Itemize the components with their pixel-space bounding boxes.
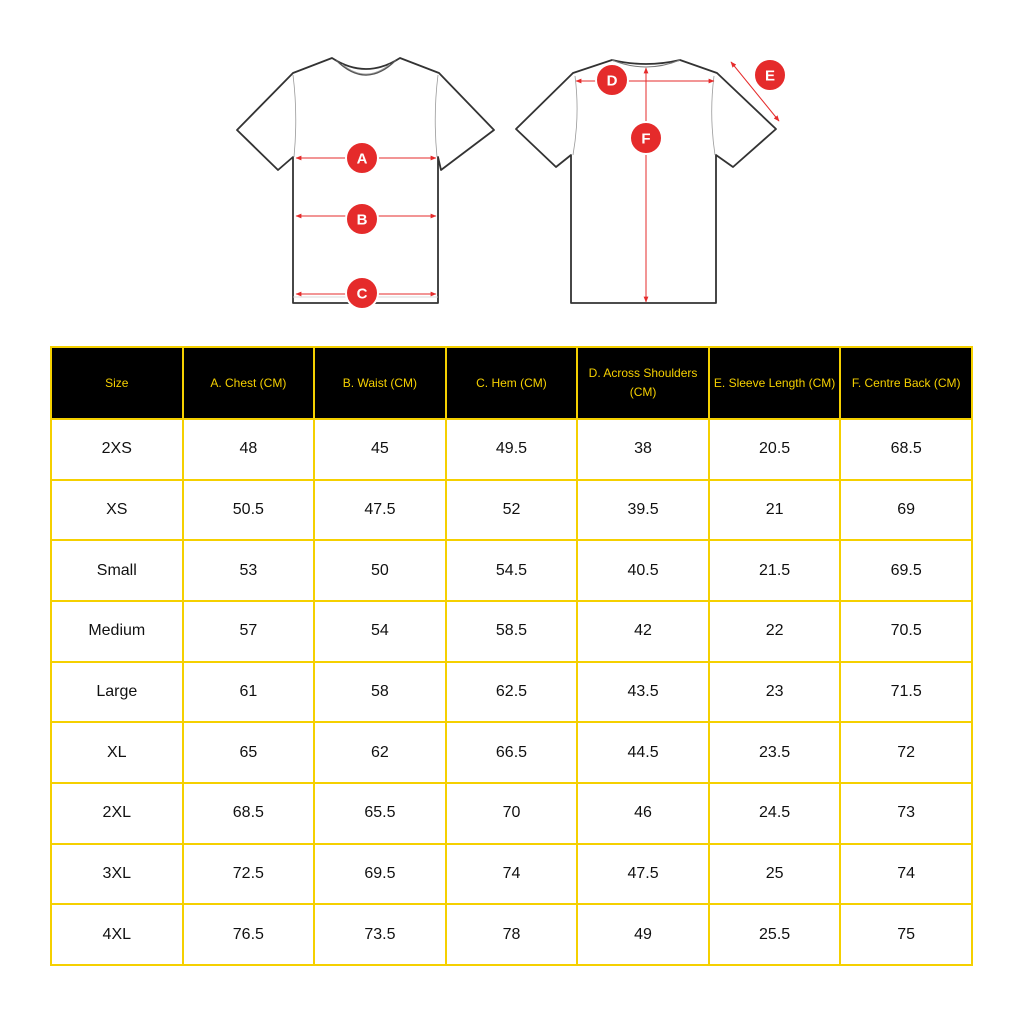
cell-chest: 61 [183, 662, 315, 723]
cell-size: 2XS [51, 419, 183, 480]
cell-chest: 68.5 [183, 783, 315, 844]
cell-waist: 73.5 [314, 904, 446, 965]
header-hem: C. Hem (CM) [446, 347, 578, 419]
cell-hem: 78 [446, 904, 578, 965]
cell-size: 3XL [51, 844, 183, 905]
marker-d [596, 64, 628, 96]
cell-centre-back: 69.5 [840, 540, 972, 601]
header-sleeve-length: E. Sleeve Length (CM) [709, 347, 841, 419]
cell-centre-back: 74 [840, 844, 972, 905]
cell-size: 2XL [51, 783, 183, 844]
cell-hem: 62.5 [446, 662, 578, 723]
cell-chest: 53 [183, 540, 315, 601]
cell-hem: 58.5 [446, 601, 578, 662]
cell-size: 4XL [51, 904, 183, 965]
cell-sleeve-length: 24.5 [709, 783, 841, 844]
cell-centre-back: 70.5 [840, 601, 972, 662]
size-chart-table [50, 346, 973, 966]
cell-centre-back: 73 [840, 783, 972, 844]
cell-sleeve-length: 21 [709, 480, 841, 541]
table-header-row [51, 347, 972, 419]
table-row [51, 601, 972, 662]
marker-f-label: F [641, 130, 651, 148]
cell-chest: 50.5 [183, 480, 315, 541]
cell-size: XL [51, 722, 183, 783]
cell-centre-back: 71.5 [840, 662, 972, 723]
marker-e-label: E [764, 67, 776, 85]
cell-waist: 58 [314, 662, 446, 723]
cell-waist: 47.5 [314, 480, 446, 541]
cell-hem: 70 [446, 783, 578, 844]
cell-waist: 45 [314, 419, 446, 480]
header-waist: B. Waist (CM) [314, 347, 446, 419]
marker-b [346, 203, 378, 235]
cell-size: Small [51, 540, 183, 601]
table-row [51, 480, 972, 541]
cell-sleeve-length: 25.5 [709, 904, 841, 965]
table-body [51, 419, 972, 965]
marker-c-label: C [356, 285, 368, 303]
marker-f [630, 122, 662, 154]
shirt-measurement-diagram [0, 0, 1024, 330]
header-size: Size [51, 347, 183, 419]
cell-hem: 52 [446, 480, 578, 541]
table-row [51, 722, 972, 783]
cell-waist: 50 [314, 540, 446, 601]
cell-across-shoulders: 43.5 [577, 662, 709, 723]
cell-across-shoulders: 46 [577, 783, 709, 844]
back-tshirt-illustration [516, 59, 786, 303]
table-row [51, 844, 972, 905]
header-across-shoulders: D. Across Shoulders (CM) [577, 347, 709, 419]
cell-size: Large [51, 662, 183, 723]
cell-chest: 57 [183, 601, 315, 662]
cell-chest: 72.5 [183, 844, 315, 905]
cell-across-shoulders: 42 [577, 601, 709, 662]
cell-chest: 65 [183, 722, 315, 783]
cell-hem: 66.5 [446, 722, 578, 783]
cell-centre-back: 72 [840, 722, 972, 783]
cell-sleeve-length: 20.5 [709, 419, 841, 480]
cell-chest: 48 [183, 419, 315, 480]
cell-waist: 62 [314, 722, 446, 783]
cell-size: XS [51, 480, 183, 541]
cell-waist: 54 [314, 601, 446, 662]
cell-centre-back: 68.5 [840, 419, 972, 480]
cell-centre-back: 69 [840, 480, 972, 541]
header-chest: A. Chest (CM) [183, 347, 315, 419]
cell-sleeve-length: 21.5 [709, 540, 841, 601]
front-shirt-outline [237, 58, 494, 303]
cell-size: Medium [51, 601, 183, 662]
cell-across-shoulders: 38 [577, 419, 709, 480]
cell-sleeve-length: 22 [709, 601, 841, 662]
cell-across-shoulders: 47.5 [577, 844, 709, 905]
marker-c [346, 277, 378, 309]
marker-e [754, 59, 786, 91]
marker-d-label: D [606, 72, 618, 90]
header-centre-back: F. Centre Back (CM) [840, 347, 972, 419]
cell-across-shoulders: 49 [577, 904, 709, 965]
marker-b-label: B [356, 211, 368, 229]
table-row [51, 904, 972, 965]
cell-across-shoulders: 39.5 [577, 480, 709, 541]
cell-chest: 76.5 [183, 904, 315, 965]
cell-sleeve-length: 23.5 [709, 722, 841, 783]
front-tshirt-illustration [237, 58, 494, 309]
marker-a-label: A [356, 150, 368, 168]
cell-hem: 49.5 [446, 419, 578, 480]
cell-hem: 74 [446, 844, 578, 905]
cell-waist: 65.5 [314, 783, 446, 844]
cell-across-shoulders: 40.5 [577, 540, 709, 601]
cell-hem: 54.5 [446, 540, 578, 601]
cell-sleeve-length: 23 [709, 662, 841, 723]
table-row [51, 662, 972, 723]
table-row [51, 540, 972, 601]
cell-waist: 69.5 [314, 844, 446, 905]
cell-across-shoulders: 44.5 [577, 722, 709, 783]
table-row [51, 783, 972, 844]
cell-sleeve-length: 25 [709, 844, 841, 905]
table-row [51, 419, 972, 480]
marker-a [346, 142, 378, 174]
cell-centre-back: 75 [840, 904, 972, 965]
